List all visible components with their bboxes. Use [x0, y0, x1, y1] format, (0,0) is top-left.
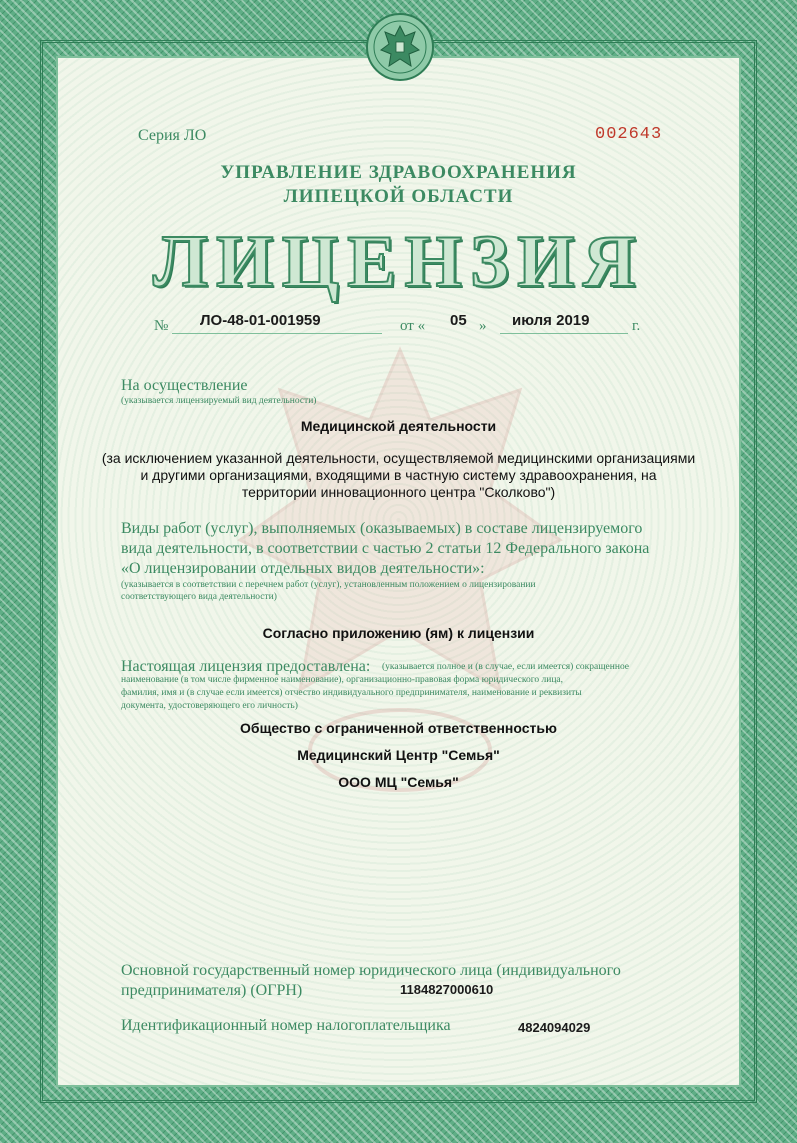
- inn-value: 4824094029: [518, 1020, 591, 1035]
- activity-hint: (указывается лицензируемый вид деятельности): [121, 396, 317, 406]
- activity-exclusion-line-3: территории инновационного центра "Сколково"): [241, 484, 556, 500]
- document-title: ЛИЦЕНЗИЯ: [152, 221, 645, 303]
- coat-of-arms-icon: [365, 12, 435, 82]
- ogrn-label-line-2: предпринимателя) (ОГРН): [121, 982, 303, 999]
- works-line-2: вида деятельности, в соответствии с частью 2 статьи 12 Федерального закона: [121, 540, 650, 557]
- series-label: Серия ЛО: [138, 127, 207, 144]
- inn-label: Идентификационный номер налогоплательщика: [121, 1017, 451, 1034]
- ogrn-label-line-1: Основной государственный номер юридического лица (индивидуального: [121, 962, 621, 979]
- license-day: 05: [450, 312, 467, 329]
- licensee-hint-1: (указывается полное и (в случае, если имеется) сокращенное: [382, 662, 630, 672]
- licensee-hint-3: фамилия, имя и (в случае если имеется) отчество индивидуального предпринимателя, наименование и реквизиты: [121, 688, 582, 698]
- year-suffix: г.: [632, 318, 641, 334]
- works-hint-2: соответствующего вида деятельности): [121, 592, 277, 602]
- works-line-1: Виды работ (услуг), выполняемых (оказываемых) в составе лицензируемого: [121, 520, 643, 537]
- number-prefix: №: [154, 318, 169, 334]
- licensee-short-name: ООО МЦ "Семья": [338, 774, 459, 790]
- license-month-year: июля 2019: [512, 312, 590, 329]
- licensee-name-line-1: Общество с ограниченной ответственностью: [240, 720, 557, 736]
- license-number: ЛО-48-01-001959: [200, 312, 321, 329]
- activity-exclusion-line-2: и другими организациями, входящими в частную систему здравоохранения, на: [140, 467, 657, 483]
- licensee-label: Настоящая лицензия предоставлена:: [121, 658, 371, 675]
- licensee-hint-4: документа, удостоверяющего его личность): [121, 701, 298, 711]
- authority-line-1: УПРАВЛЕНИЕ ЗДРАВООХРАНЕНИЯ: [220, 162, 577, 183]
- licensee-hint-2: наименование (в том числе фирменное наименование), организационно-правовая форма юридического лица,: [121, 675, 564, 685]
- activity-exclusion-line-1: (за исключением указанной деятельности, осуществляемой медицинскими организациями: [101, 450, 696, 466]
- number-underline: [172, 333, 382, 334]
- licensee-name-line-2: Медицинский Центр "Семья": [297, 747, 500, 763]
- serial-number: 002643: [595, 125, 663, 144]
- authority-line-2: ЛИПЕЦКОЙ ОБЛАСТИ: [283, 186, 514, 207]
- works-value: Согласно приложению (ям) к лицензии: [262, 625, 535, 641]
- activity-label: На осуществление: [121, 377, 248, 394]
- date-mid: »: [479, 318, 487, 334]
- ogrn-value: 1184827000610: [400, 982, 494, 997]
- works-hint-1: (указывается в соответствии с перечнем работ (услуг), установленным положением о лицензировании: [121, 580, 536, 590]
- date-underline: [500, 333, 628, 334]
- date-prefix: от «: [400, 318, 426, 334]
- works-line-3: «О лицензировании отдельных видов деятельности»:: [121, 560, 485, 577]
- activity-value: Медицинской деятельности: [300, 418, 497, 434]
